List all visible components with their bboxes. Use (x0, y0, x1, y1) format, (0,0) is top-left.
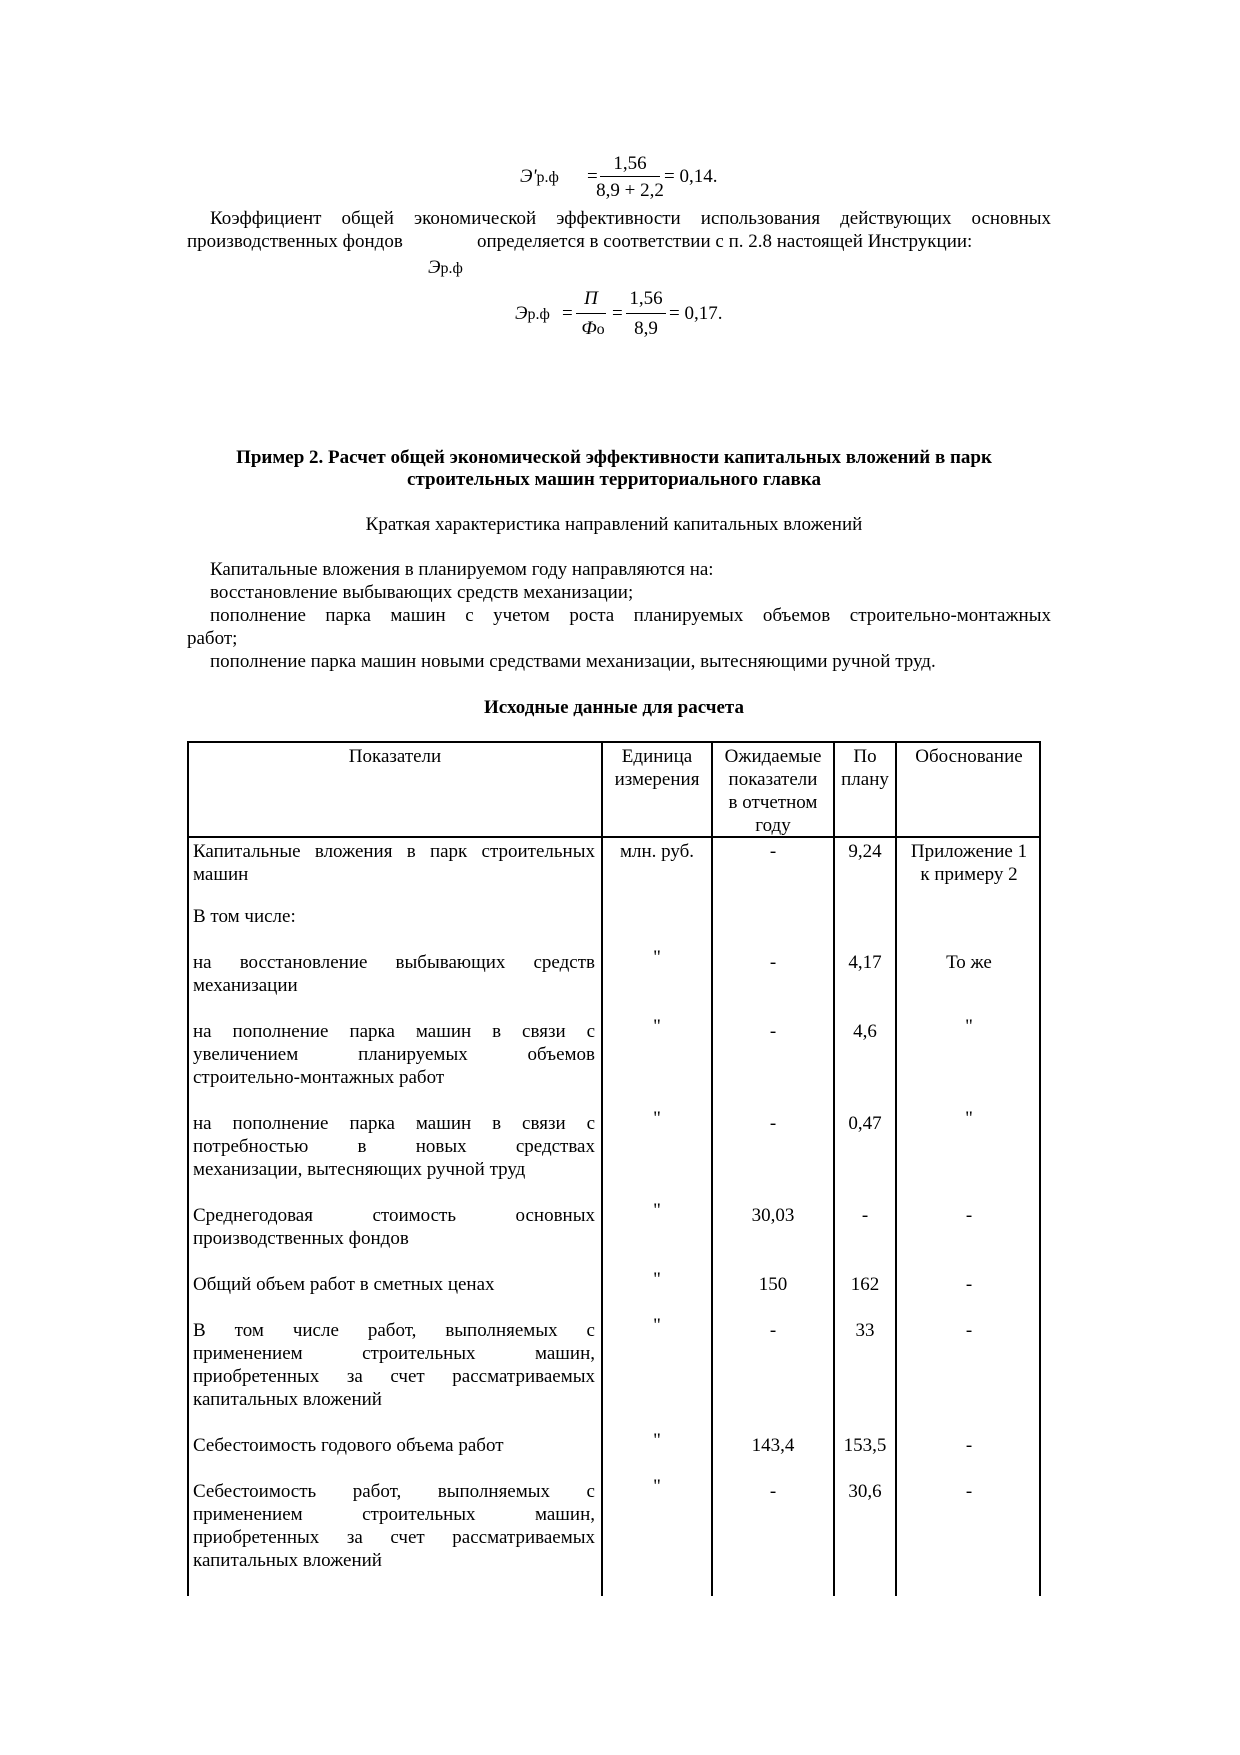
row-7-unit: " (653, 1315, 661, 1336)
row-8-plan: 153,5 (843, 1435, 887, 1456)
row-2-expected: - (769, 952, 777, 973)
table-border-top (187, 741, 1041, 743)
row-3-expected: - (769, 1021, 777, 1042)
data-table (187, 741, 1041, 1596)
row-5-justification: - (965, 1205, 973, 1226)
row-5-expected: 30,03 (751, 1205, 795, 1226)
row-0-unit: млн. руб. (619, 841, 695, 862)
example-item-1: восстановление выбывающих средств механизации; (210, 582, 634, 603)
formula-1-result: = 0,14. (664, 166, 718, 187)
example-item-3: пополнение парка машин новыми средствами механизации, вытесняющими ручной труд. (210, 651, 936, 672)
formula-2-lhs: Эр.ф (515, 303, 550, 324)
formula-2-den1: Фо (581, 318, 605, 339)
row-4-expected: - (769, 1113, 777, 1134)
row-6-indicator: Общий объем работ в сметных ценах (193, 1274, 495, 1295)
row-5-unit: " (653, 1200, 661, 1221)
row-2-plan: 4,17 (848, 952, 882, 973)
formula-2-result: = 0,17. (669, 303, 723, 324)
row-6-justification: - (965, 1274, 973, 1295)
row-2-unit: " (653, 947, 661, 968)
formula-2-eq2: = (612, 303, 623, 324)
formula-2-bar1 (576, 313, 606, 314)
header-plan: По плану (841, 746, 889, 790)
table-title: Исходные данные для расчета (484, 697, 744, 718)
row-8-indicator: Себестоимость годового объема работ (193, 1435, 504, 1456)
formula-1-denominator: 8,9 + 2,2 (596, 180, 664, 201)
row-7-indicator: В том числе работ, выполняемых с применением строительных машин, приобретенных за счет рассматриваемых капитальных вложений (193, 1320, 595, 1410)
row-9-justification: - (965, 1481, 973, 1502)
header-expected: Ожидаемые показатели в отчетном году (724, 746, 822, 836)
header-justification: Обоснование (915, 746, 1023, 767)
formula-1-lhs: Э'р.ф (520, 166, 559, 187)
row-9-expected: - (769, 1481, 777, 1502)
formula-1-fraction-bar (600, 176, 660, 177)
row-2-indicator: на восстановление выбывающих средств механизации (193, 952, 595, 996)
row-9-unit: " (653, 1476, 661, 1497)
formula-2-bar2 (626, 313, 666, 314)
row-8-justification: - (965, 1435, 973, 1456)
row-2-justification: То же (946, 952, 992, 973)
formula-2-num2: 1,56 (629, 288, 663, 309)
row-7-expected: - (769, 1320, 777, 1341)
row-8-unit: " (653, 1430, 661, 1451)
row-0-expected: - (769, 841, 777, 862)
table-col-line-3 (833, 741, 835, 1596)
row-4-indicator: на пополнение парка машин в связи с потребностью в новых средствах механизации, вытесняющих ручной труд (193, 1113, 595, 1180)
row-6-unit: " (653, 1269, 661, 1290)
row-6-expected: 150 (758, 1274, 788, 1295)
table-header-divider (187, 836, 1041, 838)
row-3-unit: " (653, 1016, 661, 1037)
paragraph-1-symbol: Эр.ф (428, 257, 463, 278)
table-col-line-2 (711, 741, 713, 1596)
formula-2-den2: 8,9 (634, 318, 658, 339)
row-7-plan: 33 (855, 1320, 875, 1341)
example-item-2-line-1: пополнение парка машин с учетом роста планируемых объемов строительно-монтажных (210, 605, 1051, 626)
example-subtitle: Краткая характеристика направлений капитальных вложений (365, 514, 863, 535)
formula-2-eq1: = (562, 303, 573, 324)
row-3-plan: 4,6 (853, 1021, 877, 1042)
formula-1-eq: = (587, 166, 598, 187)
row-1-indicator: В том числе: (193, 906, 296, 927)
row-0-plan: 9,24 (848, 841, 882, 862)
row-5-plan: - (861, 1205, 869, 1226)
row-9-indicator: Себестоимость работ, выполняемых с применением строительных машин, приобретенных за счет рассматриваемых капитальных вложений (193, 1481, 595, 1571)
row-3-justification: " (965, 1016, 973, 1037)
paragraph-1-line-1: Коэффициент общей экономической эффективности использования действующих основных (210, 208, 1051, 229)
row-4-unit: " (653, 1108, 661, 1129)
paragraph-1-line-2a: производственных фондов (187, 231, 403, 252)
example-title-line-2: строительных машин территориального главка (407, 469, 821, 490)
row-3-indicator: на пополнение парка машин в связи с увеличением планируемых объемов строительно-монтажных работ (193, 1021, 595, 1088)
row-6-plan: 162 (850, 1274, 880, 1295)
header-indicator: Показатели (348, 746, 442, 767)
row-0-justification: Приложение 1 к примеру 2 (910, 841, 1028, 885)
example-item-2-line-2: работ; (187, 628, 238, 649)
table-col-line-0 (187, 741, 189, 1596)
row-0-indicator: Капитальные вложения в парк строительных машин (193, 841, 595, 885)
header-unit: Единица измерения (614, 746, 700, 790)
example-intro: Капитальные вложения в планируемом году направляются на: (210, 559, 714, 580)
row-7-justification: - (965, 1320, 973, 1341)
row-4-plan: 0,47 (848, 1113, 882, 1134)
row-4-justification: " (965, 1108, 973, 1129)
row-5-indicator: Среднегодовая стоимость основных производственных фондов (193, 1205, 595, 1249)
row-9-plan: 30,6 (848, 1481, 882, 1502)
row-8-expected: 143,4 (751, 1435, 795, 1456)
formula-2-num1: П (584, 288, 598, 309)
example-title-line-1: Пример 2. Расчет общей экономической эффективности капитальных вложений в парк (236, 447, 992, 468)
paragraph-1-line-2b: определяется в соответствии с п. 2.8 настоящей Инструкции: (477, 231, 973, 252)
formula-1-numerator: 1,56 (613, 153, 647, 174)
table-col-line-1 (601, 741, 603, 1596)
